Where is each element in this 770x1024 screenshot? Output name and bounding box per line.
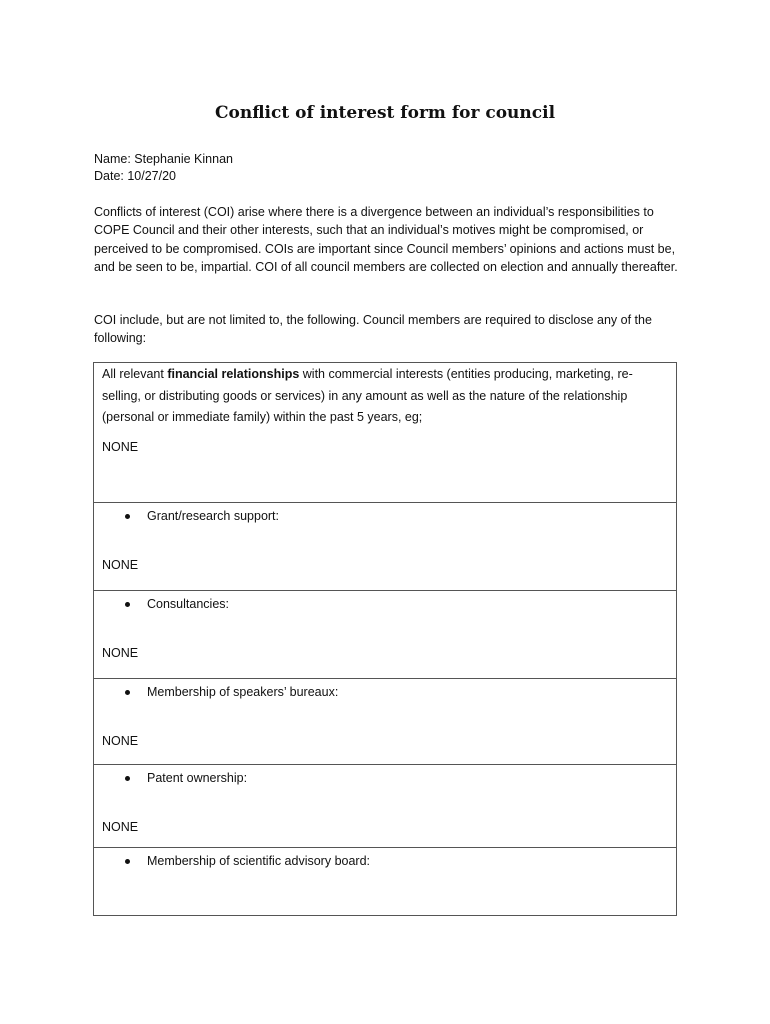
grant-research-label: Grant/research support: (147, 509, 280, 523)
coi-definition-paragraph: Conflicts of interest (COI) arise where there is a divergence between an individual’s responsibilities to COPE Council and their other interests, such that an individual’s motives might be compromised, or perceived to be compromised. COIs are important since Council members’ opinions and actions must be, and be seen to be, impartial. COI of all council members are collected on election and annually thereafter. (94, 205, 678, 274)
bullet-icon (125, 690, 130, 695)
intro-suffix: with commercial interests (entities producing, marketing, re-selling, or distributing goods or services) in any amount as well as the nature of the relationship (personal or immediate family) within the past 5 years, eg; (102, 367, 633, 424)
patent-ownership-label: Patent ownership: (147, 771, 248, 785)
consultancies-label: Consultancies: (147, 597, 229, 611)
table-row (94, 679, 676, 765)
bullet-icon (125, 602, 130, 607)
table-row (94, 765, 676, 848)
document-title: Conflict of interest form for council (214, 103, 556, 123)
date-line: Date: 10/27/20 (94, 169, 177, 183)
list-item (125, 771, 247, 785)
advisory-board-label: Membership of scientific advisory board: (147, 854, 371, 868)
table-row (94, 848, 676, 917)
patent-ownership-answer: NONE (102, 820, 139, 834)
respondent-info (94, 151, 233, 185)
table-row (94, 591, 676, 679)
coi-disclosure-table (93, 362, 677, 916)
list-item (125, 597, 229, 611)
list-item (125, 685, 338, 699)
coi-instructions-paragraph: COI include, but are not limited to, the following. Council members are required to disclose any of the following: (94, 313, 652, 346)
financial-relationships-answer: NONE (102, 440, 139, 454)
financial-relationships-text (102, 364, 662, 429)
bullet-icon (125, 514, 130, 519)
grant-research-answer: NONE (102, 558, 139, 572)
intro-prefix: All relevant (102, 367, 168, 381)
list-item (125, 509, 279, 523)
intro-bold: financial relationships (167, 367, 300, 381)
name-line: Name: Stephanie Kinnan (94, 152, 233, 166)
financial-relationships-row (94, 363, 676, 503)
speakers-bureaux-answer: NONE (102, 734, 139, 748)
list-item (125, 854, 370, 868)
speakers-bureaux-label: Membership of speakers’ bureaux: (147, 685, 339, 699)
bullet-icon (125, 776, 130, 781)
consultancies-answer: NONE (102, 646, 139, 660)
table-row (94, 503, 676, 591)
bullet-icon (125, 859, 130, 864)
